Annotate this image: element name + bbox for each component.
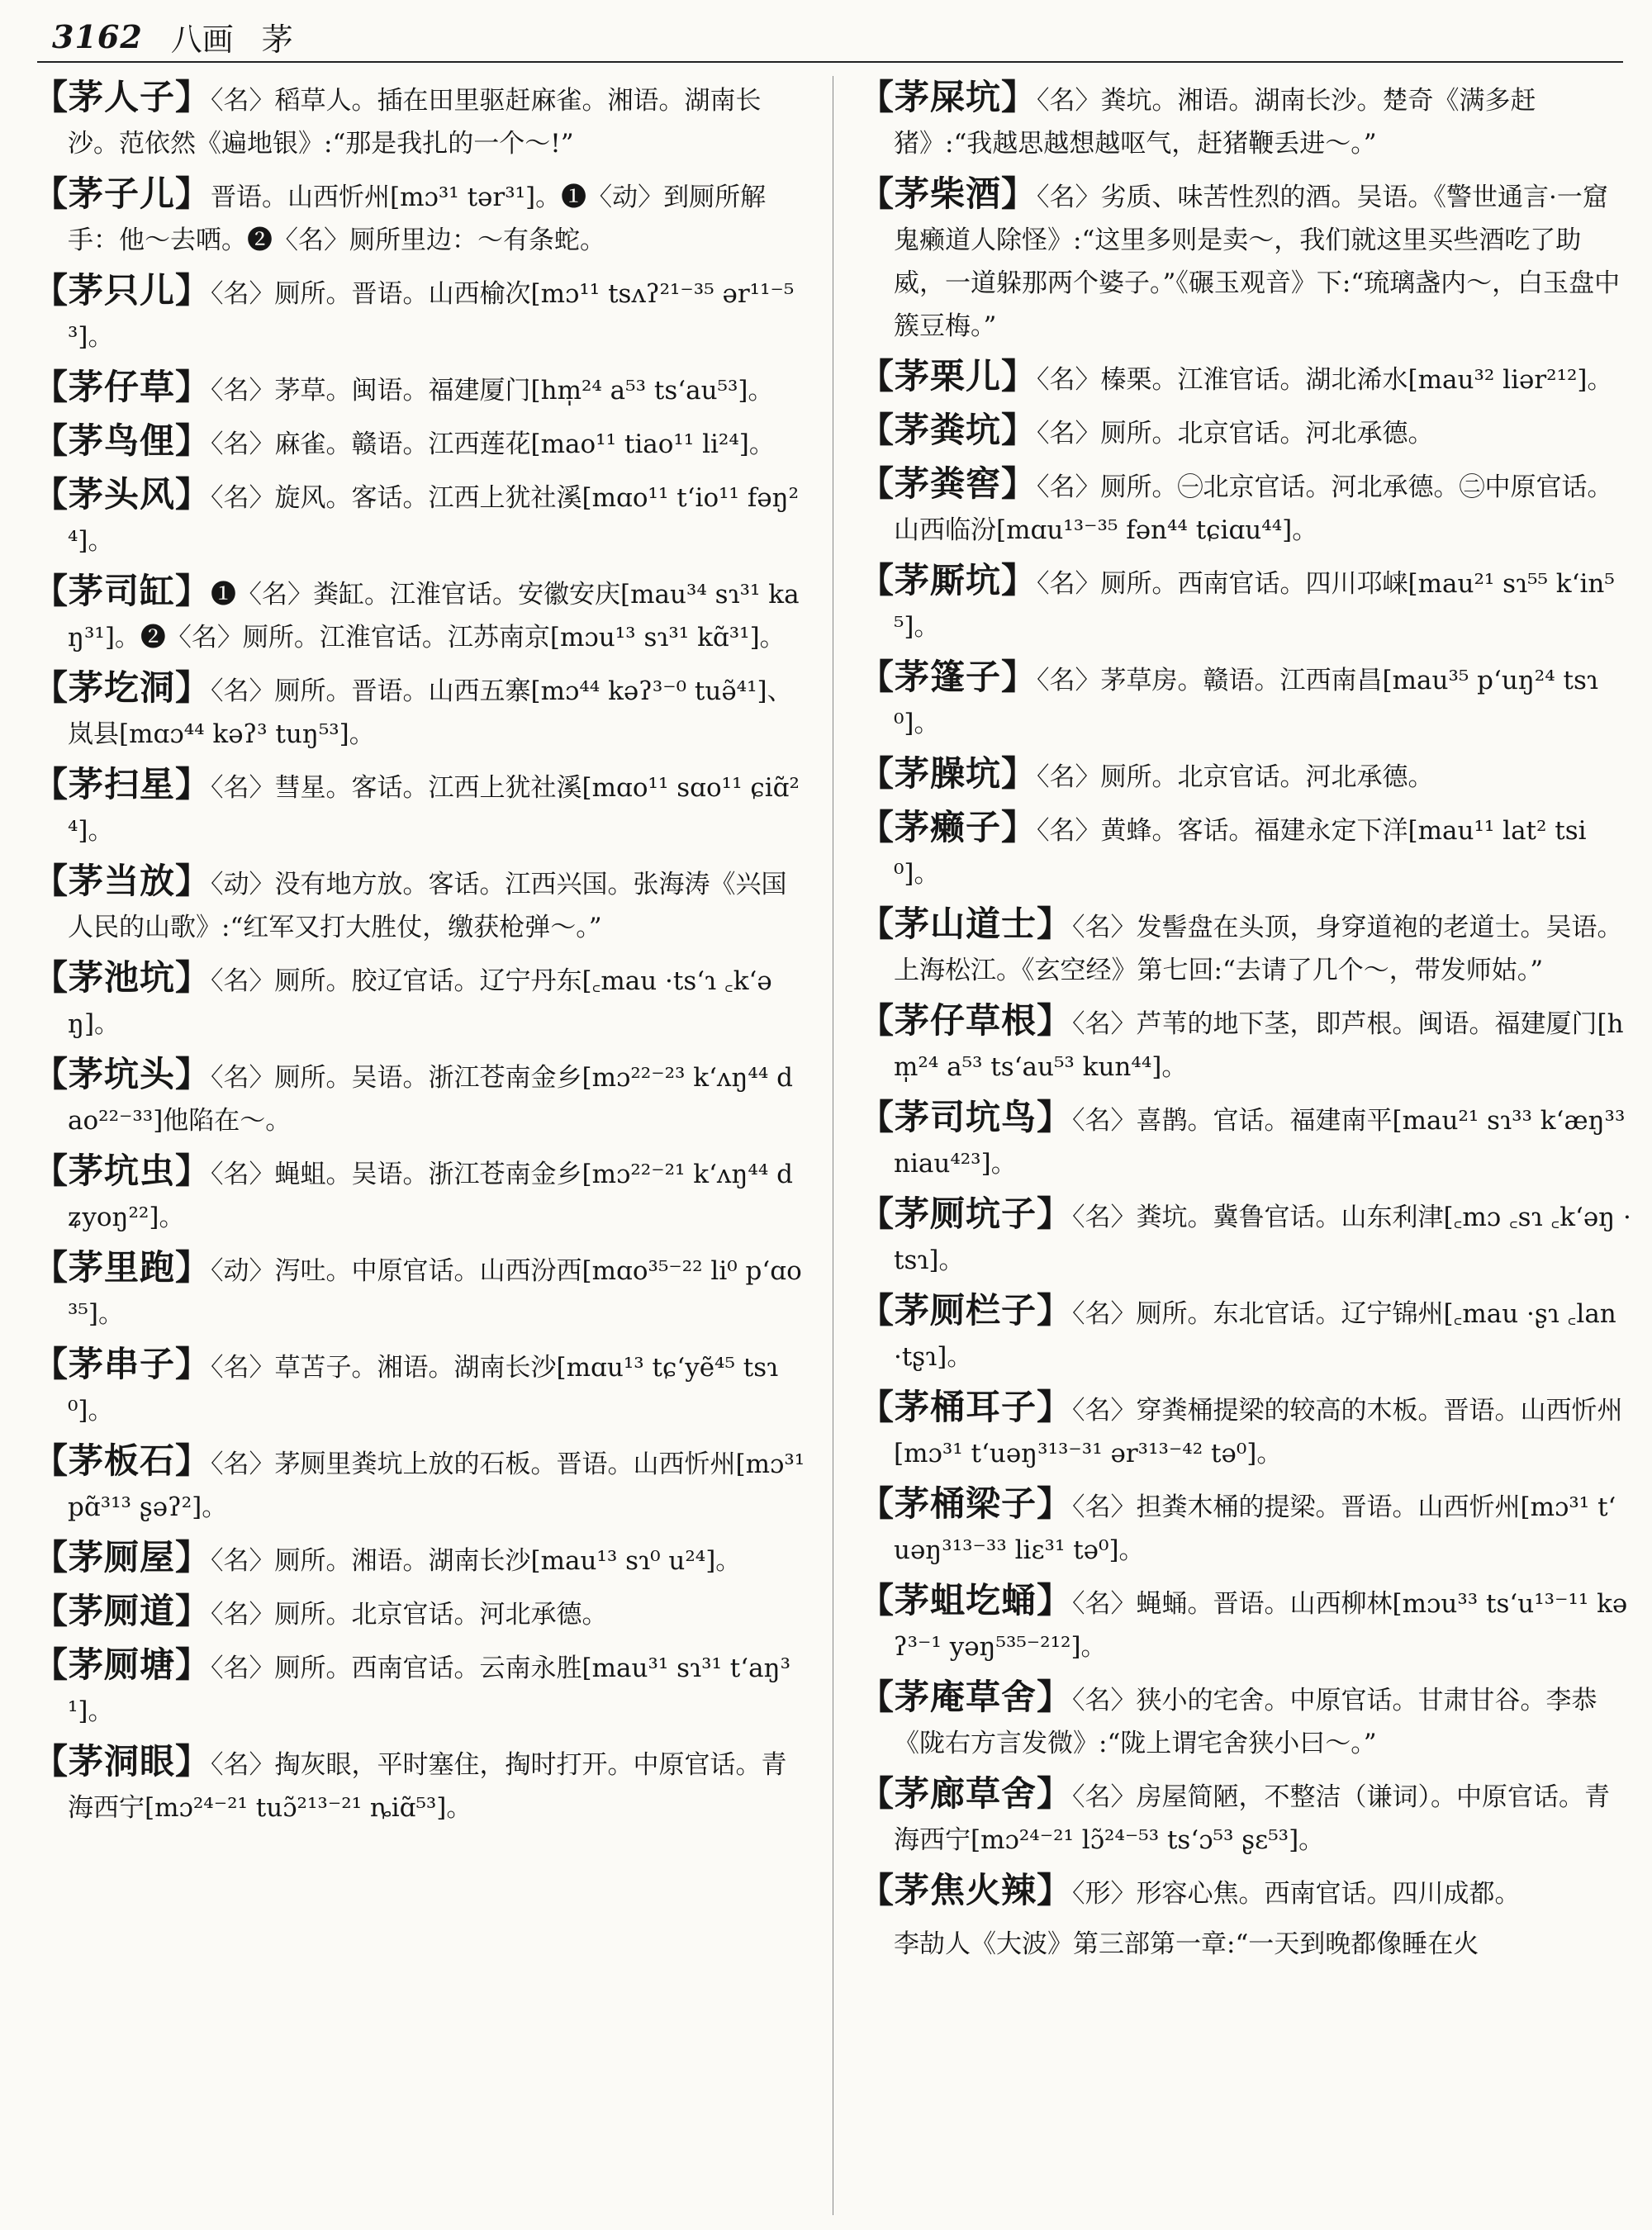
entry-headword: 【茅廊草舍】 — [859, 1773, 1073, 1814]
dictionary-entry — [859, 752, 1631, 799]
entry-definition: 〈名〉劣质、味苦性烈的酒。吴语。《警世通言·一窟鬼癞道人除怪》:“这里多则是卖～，我们就这里买些酒吃了助威，一道躲那两个婆子。”《碾玉观音》下:“琉璃盏内～，白玉盘中簇豆梅。” — [894, 183, 1621, 341]
entry-definition: 〈名〉厕所。晋语。山西榆次[mɔ¹¹ tsʌʔ²¹⁻³⁵ ər¹¹⁻⁵³]。 — [68, 279, 795, 352]
entry-headword: 【茅蛆圪蛹】 — [859, 1580, 1073, 1620]
dictionary-entry — [33, 1536, 805, 1582]
dictionary-entry — [859, 1193, 1631, 1282]
entry-headword: 【茅坑虫】 — [33, 1151, 211, 1191]
entry-headword: 【茅厕屋】 — [33, 1537, 211, 1578]
dictionary-entry — [859, 173, 1631, 348]
entry-headword: 【茅粪窖】 — [859, 463, 1037, 504]
dictionary-entry — [33, 1246, 805, 1336]
entry-headword: 【茅庵草舍】 — [859, 1677, 1073, 1717]
entry-definition: 〈名〉穿粪桶提梁的较高的木板。晋语。山西忻州[mɔ³¹ tʻuəŋ³¹³⁻³¹ ər³¹³⁻⁴² tə⁰]。 — [894, 1396, 1623, 1468]
dictionary-entry — [33, 269, 805, 358]
entry-definition: 〈名〉麻雀。赣语。江西莲花[mao¹¹ tiao¹¹ li²⁴]。 — [211, 429, 775, 459]
entry-definition: 〈名〉茅草。闽语。福建厦门[hm̩²⁴ a⁵³ tsʻau⁵³]。 — [211, 376, 774, 406]
dictionary-entry — [859, 806, 1631, 895]
dictionary-entry — [33, 420, 805, 466]
entry-definition: ❶〈名〉粪缸。江淮官话。安徽安庆[mau³⁴ sɿ³¹ kaŋ³¹]。❷〈名〉厕所。江淮官话。江苏南京[mɔu¹³ sɿ³¹ kɑ̃³¹]。 — [68, 580, 800, 652]
entry-headword: 【茅桶耳子】 — [859, 1387, 1073, 1427]
entry-definition: 〈名〉彗星。客话。江西上犹社溪[mɑo¹¹ sɑo¹¹ ɕiɑ̃²⁴]。 — [68, 773, 800, 846]
entry-headword: 【茅板石】 — [33, 1440, 211, 1481]
dictionary-entry — [33, 76, 805, 165]
left-column — [33, 76, 805, 2215]
dictionary-entry — [859, 559, 1631, 648]
page-header — [37, 12, 1623, 63]
entry-headword: 【茅仔草根】 — [859, 1000, 1073, 1041]
dictionary-entry — [33, 1440, 805, 1529]
entry-headword: 【茅厕塘】 — [33, 1644, 211, 1685]
dictionary-entry — [859, 409, 1631, 455]
entry-headword: 【茅人子】 — [33, 77, 211, 117]
entry-definition: 〈名〉粪坑。冀鲁官话。山东利津[꜀mɔ ꜀sɿ ꜀kʻəŋ ·tsɿ]。 — [894, 1203, 1631, 1275]
entry-headword: 【茅圪洞】 — [33, 667, 211, 708]
entry-definition: 〈名〉厕所。西南官话。云南永胜[mau³¹ sɿ³¹ tʻaŋ³¹]。 — [68, 1654, 790, 1726]
dictionary-entry — [33, 173, 805, 262]
entry-definition: 〈名〉掏灰眼，平时塞住，掏时打开。中原官话。青海西宁[mɔ²⁴⁻²¹ tuɔ̃²¹³⁻²¹ ȵiɑ̃⁵³]。 — [68, 1750, 787, 1823]
entry-headword: 【茅厕坑子】 — [859, 1193, 1073, 1234]
entry-headword: 【茅柴酒】 — [859, 173, 1037, 214]
entry-definition: 〈名〉喜鹊。官话。福建南平[mau²¹ sɿ³³ kʻæŋ³³ niau⁴²³]。 — [894, 1106, 1626, 1179]
entry-headword: 【茅司坑鸟】 — [859, 1097, 1073, 1137]
entry-headword: 【茅池坑】 — [33, 957, 211, 998]
entry-definition: 晋语。山西忻州[mɔ³¹ tər³¹]。❶〈动〉到厕所解手：他～去哂。❷〈名〉厕所里边：～有条蛇。 — [68, 183, 767, 255]
entry-definition: 〈名〉厕所。北京官话。河北承德。 — [1037, 419, 1434, 448]
entry-definition: 〈形〉形容心焦。西南官话。四川成都。 — [1072, 1879, 1521, 1909]
entry-headword: 【茅子儿】 — [33, 173, 211, 214]
dictionary-entry — [33, 473, 805, 562]
entry-definition: 〈名〉茅草房。赣语。江西南昌[mau³⁵ pʻuŋ²⁴ tsɿ⁰]。 — [894, 666, 1598, 738]
entry-headword: 【茅臊坑】 — [859, 753, 1037, 794]
dictionary-entry — [859, 355, 1631, 401]
dictionary-entry — [859, 1676, 1631, 1765]
dictionary-entry — [33, 763, 805, 852]
entry-headword: 【茅坑头】 — [33, 1054, 211, 1094]
dictionary-entry — [33, 1740, 805, 1829]
dictionary-entry — [33, 956, 805, 1046]
dictionary-entry — [33, 1644, 805, 1733]
dictionary-entry — [859, 1483, 1631, 1572]
entry-definition: 〈名〉蝇蛹。晋语。山西柳林[mɔu³³ tsʻu¹³⁻¹¹ kəʔ³⁻¹ yəŋ⁵³⁵⁻²¹²]。 — [894, 1589, 1628, 1662]
dictionary-entry — [859, 76, 1631, 165]
entry-definition: 〈动〉没有地方放。客话。江西兴国。张海涛《兴国人民的山歌》:“红军又打大胜仗，缴获枪弹～。” — [68, 870, 787, 942]
dictionary-entry — [33, 1150, 805, 1239]
dictionary-entry — [33, 860, 805, 949]
entry-definition: 〈名〉厕所。晋语。山西五寨[mɔ⁴⁴ kəʔ³⁻⁰ tuə̃⁴¹]、岚县[mɑɔ⁴⁴ kəʔ³ tuŋ⁵³]。 — [68, 676, 793, 749]
entry-headword: 【茅山道士】 — [859, 904, 1073, 944]
dictionary-entry — [33, 1590, 805, 1636]
right-column — [859, 76, 1631, 2215]
entry-definition: 〈名〉厕所。东北官话。辽宁锦州[꜀mau ·ʂɿ ꜀lan ·tʂɿ]。 — [894, 1299, 1616, 1372]
entry-definition: 〈名〉粪坑。湘语。湖南长沙。楚奇《满多赶猪》:“我越思越想越呕气，赶猪鞭丢进～。” — [894, 86, 1536, 159]
entry-continuation: 李劼人《大波》第三部第一章:“一天到晚都像睡在火 — [894, 1929, 1479, 1959]
entry-headword: 【茅屎坑】 — [859, 77, 1037, 117]
entry-headword: 【茅当放】 — [33, 861, 211, 901]
dictionary-entry — [859, 1386, 1631, 1475]
dictionary-entry — [859, 999, 1631, 1089]
entry-headword: 【茅栗儿】 — [859, 356, 1037, 396]
dictionary-entry — [859, 463, 1631, 552]
entry-definition: 〈名〉草苫子。湘语。湖南长沙[mɑu¹³ tɕʻyẽ⁴⁵ tsɿ⁰]。 — [68, 1353, 779, 1426]
entry-headword: 【茅里跑】 — [33, 1247, 211, 1288]
dictionary-entry — [859, 1289, 1631, 1378]
entry-headword: 【茅串子】 — [33, 1344, 211, 1384]
entry-definition: 〈名〉发髻盘在头顶，身穿道袍的老道士。吴语。上海松江。《玄空经》第七回:“去请了几个～，带发师姑。” — [894, 913, 1623, 985]
entry-headword: 【茅厕道】 — [33, 1591, 211, 1631]
entry-definition: 〈名〉厕所。北京官话。河北承德。 — [211, 1600, 608, 1630]
dictionary-entry — [33, 667, 805, 756]
entry-definition: 〈名〉狭小的宅舍。中原官话。甘肃甘谷。李恭《陇右方言发微》:“陇上谓宅舍狭小曰～。” — [894, 1686, 1597, 1758]
entry-definition: 〈名〉黄蜂。客话。福建永定下洋[mau¹¹ lat² tsi⁰]。 — [894, 816, 1587, 889]
entry-definition: 〈动〉泻吐。中原官话。山西汾西[mɑo³⁵⁻²² li⁰ pʻɑo³⁵]。 — [68, 1256, 802, 1329]
entry-definition: 〈名〉稻草人。插在田里驱赶麻雀。湘语。湖南长沙。范依然《遍地银》:“那是我扎的一个～!” — [68, 86, 762, 159]
radical-label: 茅 — [261, 21, 293, 58]
entry-definition: 〈名〉旋风。客话。江西上犹社溪[mɑo¹¹ tʻio¹¹ fəŋ²⁴]。 — [68, 483, 800, 556]
entry-headword: 【茅头风】 — [33, 474, 211, 515]
dictionary-entry — [859, 656, 1631, 745]
entry-headword: 【茅厕栏子】 — [859, 1290, 1073, 1331]
dictionary-entry — [33, 366, 805, 412]
entry-headword: 【茅癞子】 — [859, 807, 1037, 847]
dictionary-entry — [33, 1343, 805, 1432]
entry-definition: 〈名〉厕所。西南官话。四川邛崃[mau²¹ sɿ⁵⁵ kʻin⁵⁵]。 — [894, 569, 1615, 642]
entry-headword: 【茅仔草】 — [33, 367, 211, 407]
entry-headword: 【茅鸟俚】 — [33, 420, 211, 461]
entry-definition: 〈名〉厕所。胶辽官话。辽宁丹东[꜀mau ·tsʻɿ ꜀kʻəŋ]。 — [68, 966, 772, 1039]
entry-definition: 〈名〉房屋简陋，不整洁（谦词）。中原官话。青海西宁[mɔ²⁴⁻²¹ lɔ̃²⁴⁻⁵³ tsʻɔ⁵³ ʂɛ⁵³]。 — [894, 1782, 1611, 1855]
dictionary-entry — [859, 1869, 1631, 1915]
entry-definition: 〈名〉厕所。北京官话。河北承德。 — [1037, 762, 1434, 792]
entry-headword: 【茅篷子】 — [859, 657, 1037, 697]
entry-headword: 【茅粪坑】 — [859, 410, 1037, 450]
entry-definition: 〈名〉茅厕里粪坑上放的石板。晋语。山西忻州[mɔ³¹ pɑ̃³¹³ ʂəʔ²]。 — [68, 1450, 805, 1522]
entry-definition: 〈名〉厕所。湘语。湖南长沙[mau¹³ sɿ⁰ u²⁴]。 — [211, 1546, 742, 1576]
entry-definition: 〈名〉担粪木桶的提梁。晋语。山西忻州[mɔ³¹ tʻuəŋ³¹³⁻³³ liɛ³¹ tə⁰]。 — [894, 1492, 1616, 1565]
dictionary-entry — [859, 903, 1631, 992]
entry-headword: 【茅洞眼】 — [33, 1741, 211, 1782]
entry-definition: 〈名〉榛栗。江淮官话。湖北浠水[mau³² liər²¹²]。 — [1037, 365, 1613, 395]
dictionary-entry — [33, 1053, 805, 1142]
entry-headword: 【茅只儿】 — [33, 270, 211, 311]
dictionary-entry — [859, 1096, 1631, 1185]
entry-definition: 〈名〉厕所。㊀北京官话。河北承德。㊁中原官话。山西临汾[mɑu¹³⁻³⁵ fən⁴⁴ tɕiɑu⁴⁴]。 — [894, 472, 1613, 545]
entry-headword: 【茅厮坑】 — [859, 560, 1037, 600]
dictionary-entry — [859, 1579, 1631, 1668]
section-label: 八画 — [170, 21, 234, 58]
entry-headword: 【茅司缸】 — [33, 571, 211, 611]
entry-headword: 【茅桶梁子】 — [859, 1483, 1073, 1524]
dictionary-entry — [859, 1772, 1631, 1862]
entry-definition: 〈名〉芦苇的地下茎，即芦根。闽语。福建厦门[hm̩²⁴ a⁵³ tsʻau⁵³ kun⁴⁴]。 — [894, 1009, 1624, 1082]
dictionary-entry — [33, 570, 805, 659]
entry-definition: 〈名〉厕所。吴语。浙江苍南金乡[mɔ²²⁻²³ kʻʌŋ⁴⁴ dao²²⁻³³]他陷在～。 — [68, 1063, 793, 1136]
entry-definition: 〈名〉蝇蛆。吴语。浙江苍南金乡[mɔ²²⁻²¹ kʻʌŋ⁴⁴ dʑyoŋ²²]。 — [68, 1160, 793, 1232]
entry-headword: 【茅扫星】 — [33, 764, 211, 804]
entry-headword: 【茅焦火辣】 — [859, 1870, 1073, 1910]
page-number: 3162 — [52, 17, 143, 55]
